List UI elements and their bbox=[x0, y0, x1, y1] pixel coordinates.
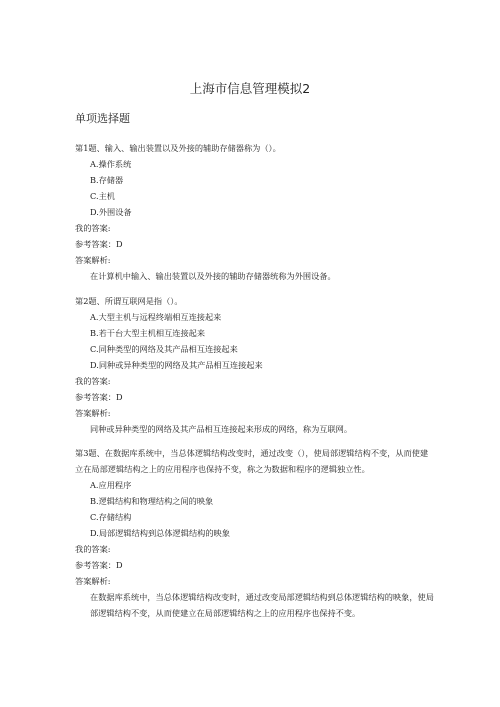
reference-answer bbox=[75, 389, 435, 405]
page-title: 上海市信息管理模拟2 bbox=[189, 81, 311, 96]
question-stem: 第1题、输入、输出装置以及外接的辅助存储器称为（）。 bbox=[75, 143, 281, 153]
option-a: A.操作系统 bbox=[90, 159, 132, 169]
question-1 bbox=[75, 140, 435, 284]
reference-answer-label: 参考答案： bbox=[75, 392, 116, 402]
analysis-text: 在数据库系统中，当总体逻辑结构改变时，通过改变局部逻辑结构到总体逻辑结构的映象，使局部逻辑结构不变，从而使建立在局部逻辑结构之上的应用程序也保持不变。 bbox=[90, 592, 434, 618]
reference-answer-value: D bbox=[115, 392, 123, 402]
option-b: B.若干台大型主机相互连接起来 bbox=[90, 328, 206, 338]
reference-answer-value: D bbox=[115, 239, 123, 249]
analysis-label: 答案解析: bbox=[75, 576, 111, 586]
reference-answer-label: 参考答案： bbox=[75, 560, 116, 570]
option-b: B.逻辑结构和物理结构之间的映象 bbox=[90, 496, 214, 506]
analysis-label: 答案解析: bbox=[75, 255, 111, 265]
analysis-text: 同种或异种类型的网络及其产品相互连接起来形成的网络，称为互联网。 bbox=[90, 424, 353, 434]
my-answer-label: 我的答案: bbox=[75, 544, 111, 554]
reference-answer bbox=[75, 557, 435, 573]
option-c: C.主机 bbox=[90, 191, 115, 201]
option-d: D.同种或异种类型的网络及其产品相互连接起来 bbox=[90, 360, 263, 370]
analysis-label: 答案解析: bbox=[75, 408, 111, 418]
question-2 bbox=[75, 293, 435, 437]
question-stem: 第2题、所谓互联网是指（）。 bbox=[75, 296, 183, 306]
reference-answer-label: 参考答案： bbox=[75, 239, 116, 249]
analysis-text: 在计算机中输入、输出装置以及外接的辅助存储器统称为外围设备。 bbox=[90, 271, 336, 281]
reference-answer bbox=[75, 236, 435, 252]
my-answer-label: 我的答案: bbox=[75, 376, 111, 386]
reference-answer-value: D bbox=[115, 560, 123, 570]
option-d: D.局部逻辑结构到总体逻辑结构的映象 bbox=[90, 528, 230, 538]
option-a: A.应用程序 bbox=[90, 480, 132, 490]
option-c: C.存储结构 bbox=[90, 512, 132, 522]
my-answer-label: 我的答案: bbox=[75, 223, 111, 233]
question-stem: 第3题、在数据库系统中，当总体逻辑结构改变时，通过改变（），使局部逻辑结构不变，从而使建立在局部逻辑结构之上的应用程序也保持不变，称之为数据和程序的逻辑独立性。 bbox=[75, 448, 429, 474]
section-heading: 单项选择题 bbox=[75, 112, 130, 125]
option-b: B.存储器 bbox=[90, 175, 124, 185]
question-3 bbox=[75, 445, 435, 621]
option-c: C.同种类型的网络及其产品相互连接起来 bbox=[90, 344, 238, 354]
option-a: A.大型主机与远程终端相互连接起来 bbox=[90, 312, 222, 322]
option-d: D.外围设备 bbox=[90, 207, 132, 217]
